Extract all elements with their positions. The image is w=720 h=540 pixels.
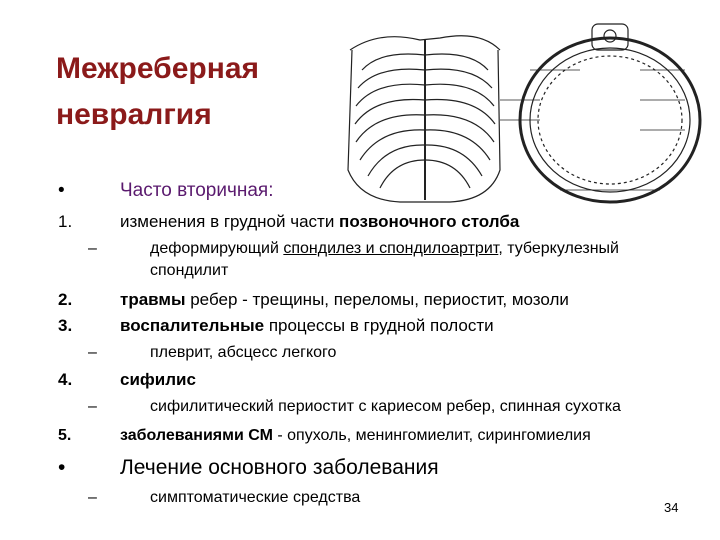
pleur-text: плеврит, абсцесс легкого <box>150 344 337 361</box>
item-5-text <box>120 427 700 445</box>
syph-text: сифилис <box>120 370 196 389</box>
dash-marker: – <box>88 489 97 506</box>
bullet-marker: • <box>58 180 65 201</box>
spine-bold: позвоночного столба <box>339 212 520 231</box>
bullet-marker: • <box>58 456 66 479</box>
dash-marker: – <box>88 240 97 257</box>
sc-bold: заболеваниями СМ <box>120 427 273 444</box>
inflam-rest: процессы в грудной полости <box>264 316 494 335</box>
syph-detail: сифилитический периостит с кариесом ребер, спинная сухотка <box>150 398 621 415</box>
spond-b: спондилез и спондилоартрит <box>283 240 499 257</box>
treatment-text: Лечение основного заболевания <box>120 456 439 479</box>
symptomatic-text: симптоматические средства <box>150 489 361 506</box>
item-1-number: 1. <box>58 212 73 231</box>
spine-text: изменения в грудной части <box>120 212 340 231</box>
injury-rest: ребер - трещины, переломы, периостит, мозоли <box>185 290 569 309</box>
item-1-text <box>120 212 700 232</box>
injury-bold: травмы <box>120 290 186 309</box>
dash-marker: – <box>88 398 97 415</box>
item-1-sub-text <box>150 240 690 258</box>
title-line-2: невралгия <box>56 98 212 131</box>
title-line-1: Межреберная <box>56 52 260 85</box>
item-secondary-text: Часто вторичная: <box>120 180 274 201</box>
item-3-text <box>120 316 700 336</box>
item-3-number: 3. <box>58 316 73 335</box>
dash-marker: – <box>88 344 97 361</box>
spond-a: деформирующий <box>150 240 284 257</box>
page-number: 34 <box>664 500 679 515</box>
item-5-number: 5. <box>58 427 72 444</box>
item-2-number: 2. <box>58 290 73 309</box>
sc-rest: - опухоль, менингомиелит, сирингомиелия <box>272 427 591 444</box>
item-2-text <box>120 290 700 310</box>
spond-line2: спондилит <box>150 262 229 279</box>
inflam-bold: воспалительные <box>120 316 265 335</box>
spond-c: , туберкулезный <box>498 240 619 257</box>
slide-title <box>56 46 346 138</box>
item-4-number: 4. <box>58 370 73 389</box>
